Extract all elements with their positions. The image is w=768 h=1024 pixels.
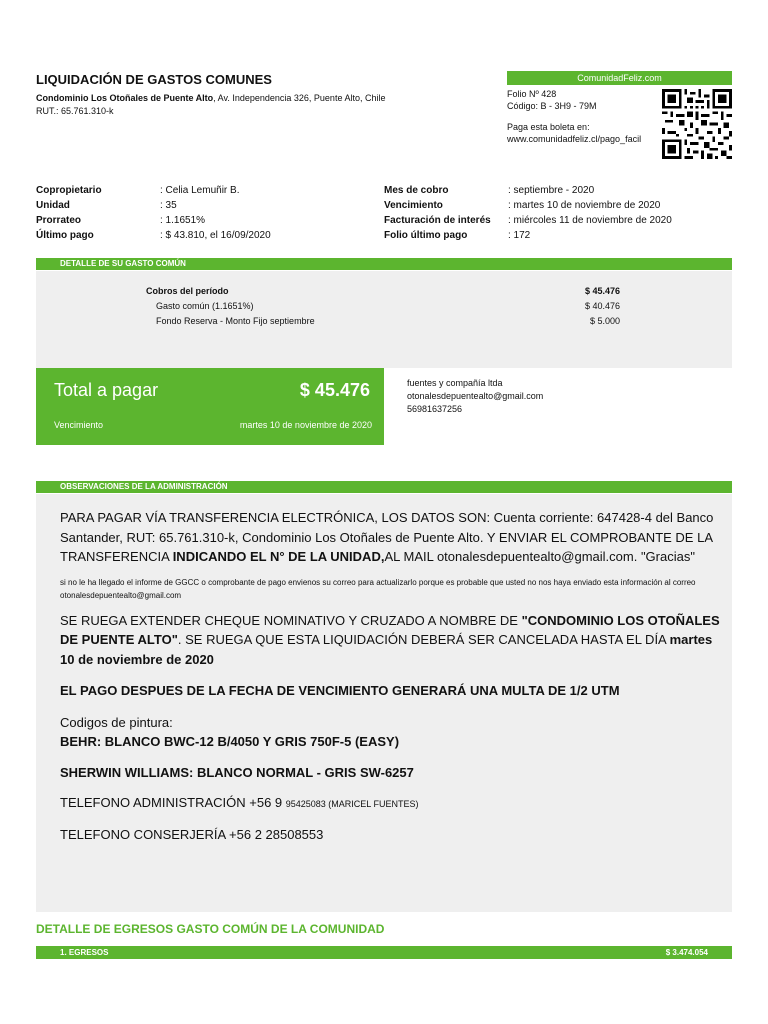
info-label: Facturación de interés (384, 215, 491, 226)
info-value: : martes 10 de noviembre de 2020 (508, 200, 661, 211)
info-label: Mes de cobro (384, 185, 449, 196)
info-value: : 35 (160, 200, 177, 211)
egresos-title: DETALLE DE EGRESOS GASTO COMÚN DE LA COMUNIDAD (36, 922, 385, 936)
info-value: : Celia Lemuñir B. (160, 185, 240, 196)
detail-item-label: Gasto común (1.1651%) (156, 301, 254, 311)
condo-address-line (36, 93, 385, 103)
info-row (384, 228, 672, 243)
obs-paint-sherwin: SHERWIN WILLIAMS: BLANCO NORMAL - GRIS SW-6257 (60, 764, 414, 780)
info-label: Último pago (36, 230, 94, 241)
egresos-amount: $ 3.474.054 (665, 948, 708, 957)
owner-info-left (36, 183, 271, 243)
owner-info-right (384, 183, 672, 243)
detail-period-row (146, 284, 620, 299)
detail-item-amount: $ 5.000 (589, 316, 620, 326)
egresos-row[interactable] (36, 946, 732, 959)
detail-item-label: Fondo Reserva - Monto Fijo septiembre (156, 316, 315, 326)
total-box (36, 368, 384, 445)
info-row (36, 213, 271, 228)
detail-table (146, 284, 620, 329)
info-value: : septiembre - 2020 (508, 185, 595, 196)
obs-paint-label: Codigos de pintura: (60, 714, 173, 730)
condo-name: Condominio Los Otoñales de Puente Alto (36, 93, 214, 103)
admin-name: fuentes y compañía ltda (407, 378, 503, 388)
condo-address: , Av. Independencia 326, Puente Alto, Chile (213, 93, 386, 103)
info-label: Unidad (36, 200, 70, 211)
period-total: $ 45.476 (584, 286, 620, 296)
admin-email[interactable]: otonalesdepuentealto@gmail.com (407, 391, 544, 401)
due-label: Vencimiento (54, 420, 104, 430)
detail-item-row (146, 299, 620, 314)
info-label: Copropietario (36, 185, 102, 196)
detail-item-row (146, 314, 620, 329)
info-label: Folio último pago (384, 230, 468, 241)
total-amount: $ 45.476 (299, 380, 370, 400)
info-row (384, 213, 672, 228)
info-row (36, 198, 271, 213)
info-value: : 1.1651% (160, 215, 206, 226)
obs-fine-warning: EL PAGO DESPUES DE LA FECHA DE VENCIMIENTO GENERARÁ UNA MULTA DE 1/2 UTM (60, 683, 620, 698)
obs-cheque-paragraph: SE RUEGA EXTENDER CHEQUE NOMINATIVO Y CRUZADO A NOMBRE DE "CONDOMINIO LOS OTOÑALES DE PUENTE ALTO". SE RUEGA QUE ESTA LIQUIDACIÓN DEBERÁ SER CANCELADA HASTA EL DÍA martes 10 de noviembre de 2020 (60, 612, 720, 667)
info-row (384, 183, 672, 198)
due-date: martes 10 de noviembre de 2020 (239, 420, 372, 430)
obs-paint-behr: BEHR: BLANCO BWC-12 B/4050 Y GRIS 750F-5 (EASY) (60, 734, 400, 749)
total-label: Total a pagar (54, 380, 159, 400)
folio-block (507, 88, 597, 112)
pay-url[interactable]: www.comunidadfeliz.cl/pago_facil (507, 134, 642, 144)
admin-phone: 56981637256 (407, 404, 463, 414)
info-row (36, 183, 271, 198)
brand-bar[interactable]: ComunidadFeliz.com (507, 71, 732, 85)
folio-code: Código: B - 3H9 - 79M (507, 101, 597, 111)
info-row (36, 228, 271, 243)
observations-text (60, 508, 720, 844)
info-value: : $ 43.810, el 16/09/2020 (160, 230, 271, 241)
info-label: Prorrateo (36, 215, 82, 226)
observations-header: OBSERVACIONES DE LA ADMINISTRACIÓN (36, 481, 732, 493)
page-title: LIQUIDACIÓN DE GASTOS COMUNES (36, 72, 272, 87)
obs-concierge-phone: TELEFONO CONSERJERÍA +56 2 28508553 (60, 826, 324, 842)
folio-number: Folio Nº 428 (507, 89, 557, 99)
info-row (384, 198, 672, 213)
obs-transfer-paragraph: PARA PAGAR VÍA TRANSFERENCIA ELECTRÓNICA, LOS DATOS SON: Cuenta corriente: 647428-4 del Banco Santander, RUT: 65.761.310-k, Condominio Los Otoñales de Puente Alto. Y ENVIAR EL COMPROBANTE DE LA TRANSFERENCIA INDICANDO EL N° DE LA UNIDAD,AL MAIL otonalesdepuentealto@gmail.com. "Gracias" (60, 510, 714, 564)
egresos-label: 1. EGRESOS (60, 948, 109, 957)
condo-rut: RUT.: 65.761.310-k (36, 106, 114, 116)
pay-info (507, 121, 641, 145)
detail-header: DETALLE DE SU GASTO COMÚN (36, 258, 732, 270)
qr-code-icon[interactable] (662, 88, 732, 160)
detail-item-amount: $ 40.476 (584, 301, 620, 311)
obs-small-note: si no le ha llegado el informe de GGCC o comprobante de pago envienos su correo para actualizarlo porque es probable que usted no nos haya enviado esta información al correo otonalesdepuentealto@gmail.com (60, 577, 696, 600)
info-label: Vencimiento (384, 200, 443, 211)
admin-contact (407, 377, 543, 416)
info-value: : miércoles 11 de noviembre de 2020 (508, 215, 672, 226)
pay-text: Paga esta boleta en: (507, 122, 590, 132)
info-value: : 172 (508, 230, 531, 241)
obs-admin-phone: TELEFONO ADMINISTRACIÓN +56 9 95425083 (MARICEL FUENTES) (60, 795, 419, 810)
period-label: Cobros del período (146, 286, 229, 296)
